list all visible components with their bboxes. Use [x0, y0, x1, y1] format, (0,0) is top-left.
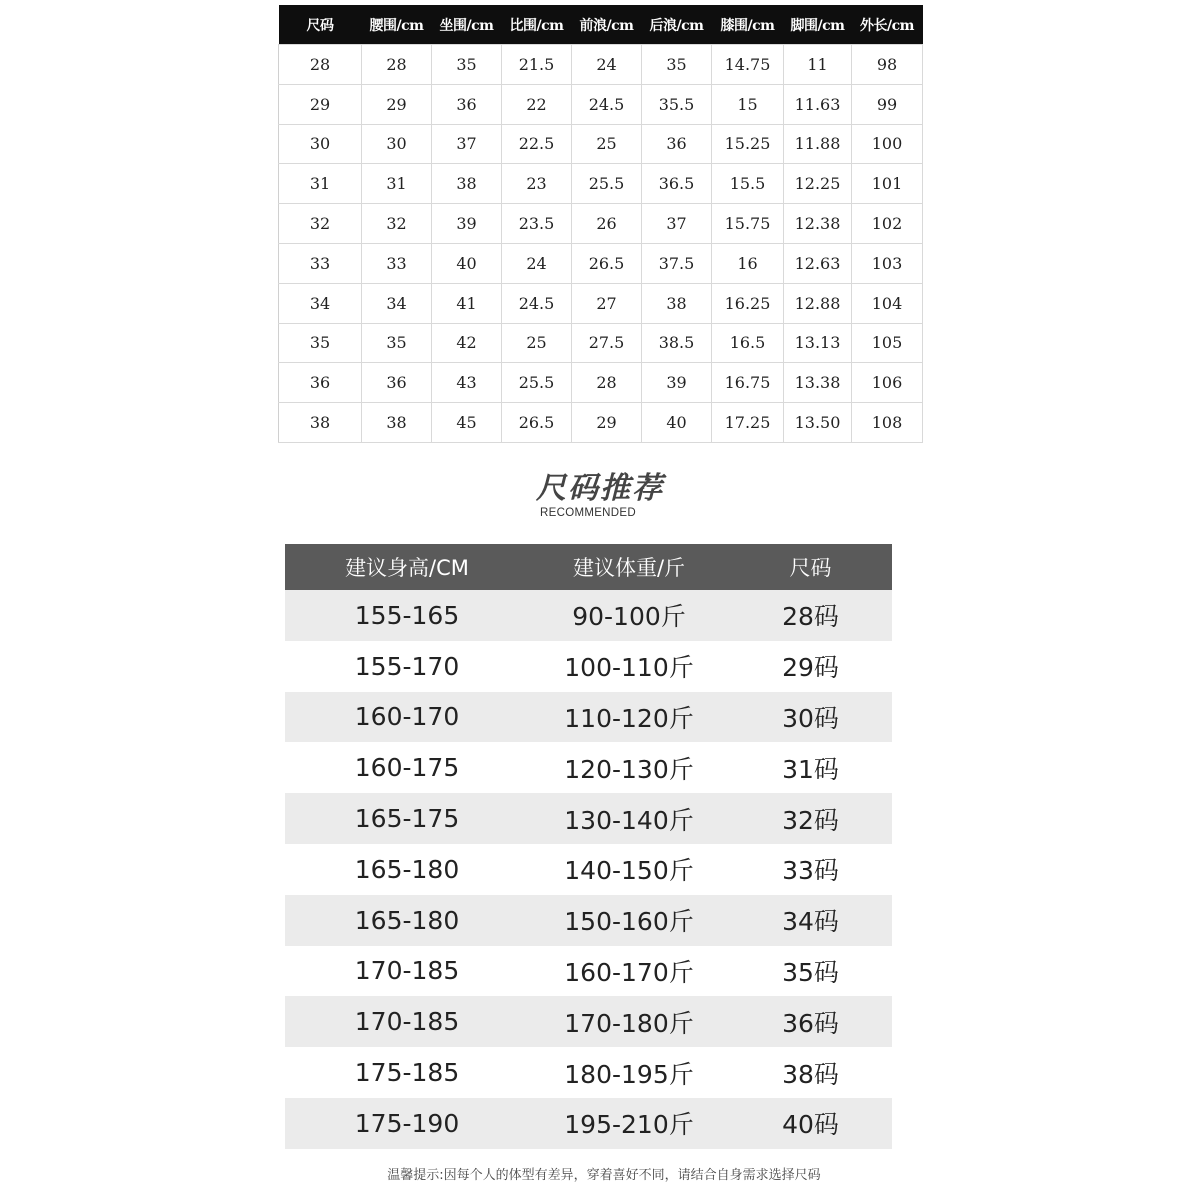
size-chart-cell: 25 [502, 323, 572, 363]
size-chart-row [279, 164, 923, 204]
recommendation-row [285, 742, 892, 793]
size-chart-cell: 106 [852, 363, 923, 403]
size-chart-cell: 13.50 [784, 403, 852, 443]
recommendation-row [285, 641, 892, 692]
size-chart-cell: 28 [362, 45, 432, 85]
size-chart-header-row [279, 5, 923, 45]
size-chart-cell: 15.5 [712, 164, 784, 204]
size-chart-cell: 36 [642, 124, 712, 164]
recommendation-cell: 110-120斤 [529, 692, 729, 743]
recommendation-body [285, 590, 892, 1149]
recommendation-cell: 34码 [729, 895, 892, 946]
size-chart-cell: 37 [642, 204, 712, 244]
size-chart-cell: 42 [432, 323, 502, 363]
recommendation-cell: 155-170 [285, 641, 529, 692]
size-chart-cell: 16.75 [712, 363, 784, 403]
size-chart-cell: 14.75 [712, 45, 784, 85]
size-chart-cell: 24 [572, 45, 642, 85]
recommendation-cell: 170-185 [285, 946, 529, 997]
size-chart-cell: 24 [502, 243, 572, 283]
recommendation-row [285, 996, 892, 1047]
size-chart-cell: 27.5 [572, 323, 642, 363]
footer-note: 温馨提示:因每个人的体型有差异，穿着喜好不同，请结合自身需求选择尺码 [387, 1168, 821, 1183]
size-chart-cell: 24.5 [502, 283, 572, 323]
size-chart-cell: 12.25 [784, 164, 852, 204]
size-chart-cell: 40 [642, 403, 712, 443]
size-chart-cell: 101 [852, 164, 923, 204]
size-chart-cell: 25.5 [572, 164, 642, 204]
size-chart-cell: 29 [572, 403, 642, 443]
recommendation-table [285, 544, 892, 1149]
size-chart-cell: 11 [784, 45, 852, 85]
size-chart-header-cell: 腰围/cm [362, 5, 432, 45]
size-chart-cell: 12.88 [784, 283, 852, 323]
size-chart-cell: 12.38 [784, 204, 852, 244]
size-chart-cell: 38 [362, 403, 432, 443]
size-chart-row [279, 243, 923, 283]
size-chart-header-cell: 外长/cm [852, 5, 923, 45]
recommendation-cell: 170-185 [285, 996, 529, 1047]
size-chart-cell: 108 [852, 403, 923, 443]
recommendation-cell: 160-170斤 [529, 946, 729, 997]
size-chart-cell: 38 [279, 403, 362, 443]
recommendation-cell: 160-175 [285, 742, 529, 793]
size-chart-cell: 36 [279, 363, 362, 403]
size-chart-cell: 35 [642, 45, 712, 85]
size-chart-cell: 36 [432, 84, 502, 124]
size-chart-cell: 38 [642, 283, 712, 323]
recommendation-cell: 29码 [729, 641, 892, 692]
size-chart-cell: 28 [279, 45, 362, 85]
recommendation-cell: 165-180 [285, 844, 529, 895]
size-chart-cell: 36 [362, 363, 432, 403]
recommendation-cell: 165-175 [285, 793, 529, 844]
size-chart-cell: 15.25 [712, 124, 784, 164]
size-chart-cell: 30 [362, 124, 432, 164]
size-chart-cell: 13.13 [784, 323, 852, 363]
recommendation-cell: 195-210斤 [529, 1098, 729, 1149]
size-chart-cell: 38 [432, 164, 502, 204]
size-chart-cell: 31 [279, 164, 362, 204]
size-chart-cell: 29 [362, 84, 432, 124]
recommendation-cell: 165-180 [285, 895, 529, 946]
size-chart-row [279, 45, 923, 85]
recommendation-cell: 31码 [729, 742, 892, 793]
size-chart-cell: 45 [432, 403, 502, 443]
size-chart-cell: 23.5 [502, 204, 572, 244]
size-chart-cell: 23 [502, 164, 572, 204]
recommendation-cell: 38码 [729, 1047, 892, 1098]
size-chart-cell: 41 [432, 283, 502, 323]
size-chart-cell: 32 [279, 204, 362, 244]
recommendation-row [285, 1098, 892, 1149]
size-chart-cell: 28 [572, 363, 642, 403]
size-chart-header-cell: 膝围/cm [712, 5, 784, 45]
size-chart-cell: 12.63 [784, 243, 852, 283]
size-chart-cell: 22.5 [502, 124, 572, 164]
size-chart-header-cell: 尺码 [279, 5, 362, 45]
size-chart-cell: 16 [712, 243, 784, 283]
recommendation-cell: 36码 [729, 996, 892, 1047]
size-chart-cell: 105 [852, 323, 923, 363]
size-chart-row [279, 323, 923, 363]
size-chart-table [278, 5, 923, 443]
size-chart-cell: 102 [852, 204, 923, 244]
recommendation-row [285, 692, 892, 743]
size-chart-cell: 15.75 [712, 204, 784, 244]
size-chart-cell: 27 [572, 283, 642, 323]
size-chart-cell: 43 [432, 363, 502, 403]
size-chart-row [279, 403, 923, 443]
size-chart-cell: 35 [432, 45, 502, 85]
recommendation-cell: 155-165 [285, 590, 529, 641]
size-chart-cell: 40 [432, 243, 502, 283]
size-chart-cell: 100 [852, 124, 923, 164]
recommendation-row [285, 793, 892, 844]
recommendation-header-cell: 建议体重/斤 [529, 544, 729, 590]
recommendation-cell: 160-170 [285, 692, 529, 743]
size-chart-cell: 25.5 [502, 363, 572, 403]
size-chart-cell: 36.5 [642, 164, 712, 204]
size-chart-header-cell: 前浪/cm [572, 5, 642, 45]
size-chart-cell: 25 [572, 124, 642, 164]
recommendation-cell: 28码 [729, 590, 892, 641]
size-chart-header-cell: 坐围/cm [432, 5, 502, 45]
size-chart-cell: 16.5 [712, 323, 784, 363]
recommendation-cell: 90-100斤 [529, 590, 729, 641]
size-chart-cell: 26.5 [502, 403, 572, 443]
size-chart-cell: 34 [362, 283, 432, 323]
size-chart-body [279, 45, 923, 443]
size-chart-cell: 17.25 [712, 403, 784, 443]
size-chart-cell: 39 [642, 363, 712, 403]
size-chart-row [279, 363, 923, 403]
recommendation-cell: 100-110斤 [529, 641, 729, 692]
size-chart-cell: 99 [852, 84, 923, 124]
recommendation-header-cell: 尺码 [729, 544, 892, 590]
recommendation-row [285, 844, 892, 895]
recommendation-cell: 175-190 [285, 1098, 529, 1149]
recommendation-row [285, 590, 892, 641]
size-chart-cell: 33 [362, 243, 432, 283]
size-chart-cell: 98 [852, 45, 923, 85]
recommendation-cell: 30码 [729, 692, 892, 743]
recommendation-header-row [285, 544, 892, 590]
recommendation-cell: 33码 [729, 844, 892, 895]
size-chart-header-cell: 比围/cm [502, 5, 572, 45]
recommendation-cell: 180-195斤 [529, 1047, 729, 1098]
size-chart-cell: 35 [279, 323, 362, 363]
size-chart-row [279, 204, 923, 244]
recommendation-cell: 175-185 [285, 1047, 529, 1098]
size-chart-row [279, 124, 923, 164]
recommendation-row [285, 895, 892, 946]
size-chart-cell: 30 [279, 124, 362, 164]
size-chart-cell: 104 [852, 283, 923, 323]
recommendation-header-cell: 建议身高/CM [285, 544, 529, 590]
size-chart-cell: 26.5 [572, 243, 642, 283]
recommendation-cell: 40码 [729, 1098, 892, 1149]
size-chart-cell: 37.5 [642, 243, 712, 283]
recommendation-cell: 150-160斤 [529, 895, 729, 946]
size-chart-cell: 11.63 [784, 84, 852, 124]
size-chart-cell: 37 [432, 124, 502, 164]
size-chart-cell: 103 [852, 243, 923, 283]
size-chart-cell: 13.38 [784, 363, 852, 403]
recommendation-row [285, 1047, 892, 1098]
size-chart-cell: 15 [712, 84, 784, 124]
size-chart-cell: 35 [362, 323, 432, 363]
size-chart-cell: 38.5 [642, 323, 712, 363]
size-chart-cell: 32 [362, 204, 432, 244]
recommendation-row [285, 946, 892, 997]
size-chart-cell: 39 [432, 204, 502, 244]
size-chart-cell: 34 [279, 283, 362, 323]
size-chart-header-cell: 脚围/cm [784, 5, 852, 45]
size-chart-cell: 26 [572, 204, 642, 244]
recommendation-subtitle: RECOMMENDED [540, 507, 636, 519]
size-chart-cell: 24.5 [572, 84, 642, 124]
recommendation-cell: 140-150斤 [529, 844, 729, 895]
size-chart-row [279, 283, 923, 323]
size-chart-cell: 35.5 [642, 84, 712, 124]
recommendation-cell: 120-130斤 [529, 742, 729, 793]
size-chart-cell: 22 [502, 84, 572, 124]
size-chart-cell: 16.25 [712, 283, 784, 323]
recommendation-title: 尺码推荐 [536, 471, 664, 506]
recommendation-cell: 32码 [729, 793, 892, 844]
size-chart-cell: 33 [279, 243, 362, 283]
size-chart-cell: 21.5 [502, 45, 572, 85]
size-chart-cell: 11.88 [784, 124, 852, 164]
size-chart-cell: 29 [279, 84, 362, 124]
recommendation-cell: 35码 [729, 946, 892, 997]
recommendation-cell: 170-180斤 [529, 996, 729, 1047]
size-chart-cell: 31 [362, 164, 432, 204]
size-chart-row [279, 84, 923, 124]
recommendation-cell: 130-140斤 [529, 793, 729, 844]
size-chart-header-cell: 后浪/cm [642, 5, 712, 45]
